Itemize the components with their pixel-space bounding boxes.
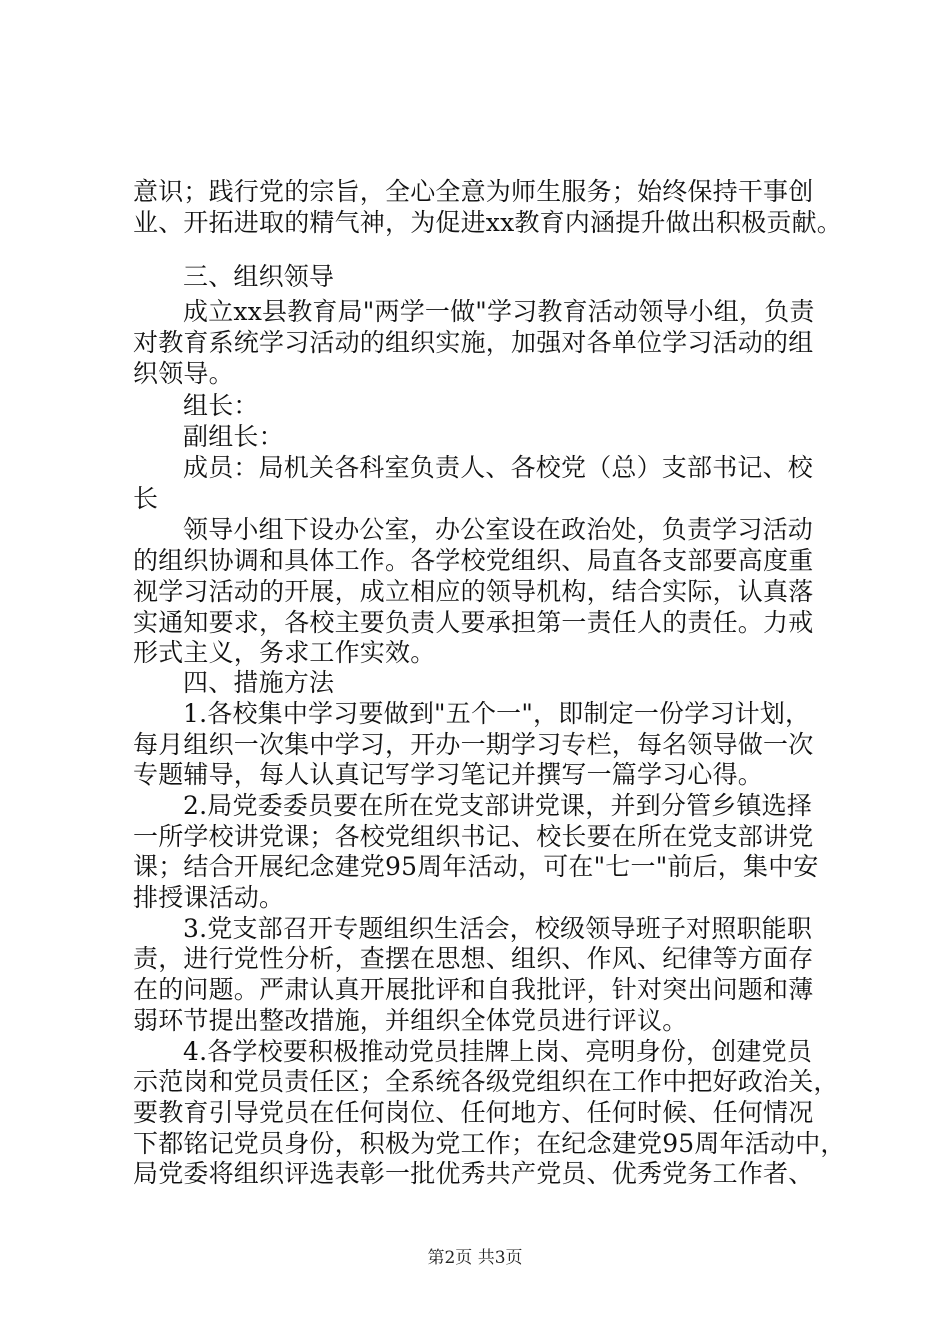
text-line: 成员：局机关各科室负责人、各校党（总）支部书记、校 xyxy=(183,453,814,482)
text-line: 的组织协调和具体工作。各学校党组织、局直各支部要高度重 xyxy=(133,546,814,575)
text-line: 对教育系统学习活动的组织实施，加强对各单位学习活动的组 xyxy=(133,328,814,357)
section-heading: 三、组织领导 xyxy=(183,262,335,291)
text-line: 课；结合开展纪念建党95周年活动，可在"七一"前后，集中安 xyxy=(133,852,819,881)
text-line: 责，进行党性分析，查摆在思想、组织、作风、纪律等方面存 xyxy=(133,944,814,973)
text-line: 视学习活动的开展，成立相应的领导机构，结合实际，认真落 xyxy=(133,577,814,606)
text-line: 成立xx县教育局"两学一做"学习教育活动领导小组，负责 xyxy=(183,297,815,326)
text-line: 副组长： xyxy=(183,422,284,451)
text-line: 每月组织一次集中学习，开办一期学习专栏，每名领导做一次 xyxy=(133,730,814,759)
page-number-footer: 第2页 共3页 xyxy=(427,1248,523,1268)
text-line: 2.局党委委员要在所在党支部讲党课，并到分管乡镇选择 xyxy=(183,791,813,820)
text-line: 弱环节提出整改措施，并组织全体党员进行评议。 xyxy=(133,1006,688,1035)
text-line: 实通知要求，各校主要负责人要承担第一责任人的责任。力戒 xyxy=(133,608,814,637)
text-line: 排授课活动。 xyxy=(133,883,285,912)
text-line: 领导小组下设办公室，办公室设在政治处，负责学习活动 xyxy=(183,515,814,544)
text-line: 组长： xyxy=(183,391,259,420)
text-line: 在的问题。严肃认真开展批评和自我批评，针对突出问题和薄 xyxy=(133,975,814,1004)
text-line: 长 xyxy=(133,484,159,513)
text-line: 织领导。 xyxy=(133,359,234,388)
text-line: 一所学校讲党课；各校党组织书记、校长要在所在党支部讲党 xyxy=(133,822,814,851)
text-line: 专题辅导，每人认真记写学习笔记并撰写一篇学习心得。 xyxy=(133,760,764,789)
text-line: 形式主义，务求工作实效。 xyxy=(133,638,436,667)
text-line: 意识；践行党的宗旨，全心全意为师生服务；始终保持干事创 xyxy=(133,177,814,206)
text-line: 要教育引导党员在任何岗位、任何地方、任何时候、任何情况 xyxy=(133,1098,814,1127)
text-line: 1.各校集中学习要做到"五个一"，即制定一份学习计划， xyxy=(183,699,811,728)
text-line: 业、开拓进取的精气神，为促进xx教育内涵提升做出积极贡献。 xyxy=(133,208,843,237)
section-heading: 四、措施方法 xyxy=(183,668,335,697)
text-line: 示范岗和党员责任区；全系统各级党组织在工作中把好政治关， xyxy=(133,1067,839,1096)
text-line: 3.党支部召开专题组织生活会，校级领导班子对照职能职 xyxy=(183,914,813,943)
text-line: 下都铭记党员身份，积极为党工作；在纪念建党95周年活动中， xyxy=(133,1129,846,1158)
text-line: 4.各学校要积极推动党员挂牌上岗、亮明身份，创建党员 xyxy=(183,1037,813,1066)
text-line: 局党委将组织评选表彰一批优秀共产党员、优秀党务工作者、 xyxy=(133,1159,814,1188)
